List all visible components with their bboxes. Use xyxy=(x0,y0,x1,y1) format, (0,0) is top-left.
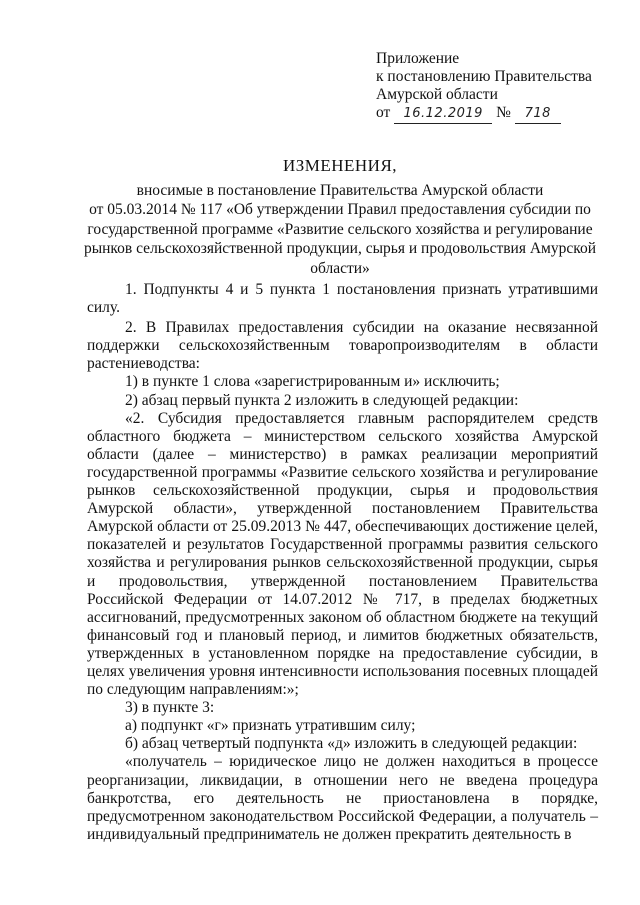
paragraph-9: «получатель – юридическое лицо не должен находиться в процессе реорганизации, ликвидации, в отношении него не введена процедура банкротства, его деятельность не приостановлена в порядке, предусмотренном законодательством Российской Федерации, а получатель – индивидуальный предприниматель не должен прекратить деятельность в xyxy=(87,753,598,843)
appendix-date-number xyxy=(376,104,626,124)
date-field xyxy=(394,104,492,124)
number-label: № xyxy=(496,104,511,121)
paragraph-2: 2. В Правилах предоставления субсидии на оказание несвязанной поддержки сельскохозяйственным товаропроизводителям в области растениеводства: xyxy=(87,319,598,373)
paragraph-1: 1. Подпункты 4 и 5 пункта 1 постановления признать утратившими силу. xyxy=(87,281,598,317)
paragraph-7: а) подпункт «г» признать утратившим силу; xyxy=(125,717,416,735)
heading-line-4: рынков сельскохозяйственной продукции, сырья и продовольствия Амурской xyxy=(83,240,597,257)
heading-line-3: государственной программе «Развитие сельского хозяйства и регулирование xyxy=(87,220,593,238)
paragraph-6: 3) в пункте 3: xyxy=(125,699,215,717)
paragraph-4: 2) абзац первый пункта 2 изложить в следующей редакции: xyxy=(125,391,519,409)
paragraph-3: 1) в пункте 1 слова «зарегистрированным и» исключить; xyxy=(125,373,500,391)
from-label: от xyxy=(376,104,391,121)
document-body xyxy=(87,281,598,844)
appendix-block xyxy=(376,50,626,124)
appendix-reference: к постановлению Правительства xyxy=(376,68,592,85)
appendix-region: Амурской области xyxy=(376,86,498,103)
heading-title: ИЗМЕНЕНИЯ, xyxy=(282,156,398,175)
heading-line-5: области» xyxy=(310,259,370,277)
heading-line-2: от 05.03.2014 № 117 «Об утверждении Правил предоставления субсидии по xyxy=(89,201,591,218)
paragraph-5: «2. Субсидия предоставляется главным распорядителем средств областного бюджета – министерством сельского хозяйства Амурской области (далее – министерство) в рамках реализации мероприятий государственной программы «Развитие сельского хозяйства и регулирование рынков сельскохозяйственной продукции, сырья и продовольствия Амурской области», утвержденной постановлением Правительства Амурской области от 25.09.2013 № 447, обеспечивающих достижение целей, показателей и результатов Государственной программы развития сельского хозяйства и регулирования рынков сельскохозяйственной продукции, сырья и продовольствия, утвержденной постановлением Правительства Российской Федерации от 14.07.2012 № 717, в пределах бюджетных ассигнований, предусмотренных законом об областном бюджете на текущий финансовый год и плановый период, и лимитов бюджетных обязательств, утвержденных в установленном порядке на предоставление субсидии, в целях увеличения уровня интенсивности использования посевных площадей по следующим направлениям:»; xyxy=(87,409,598,699)
heading-line-1: вносимые в постановление Правительства Амурской области xyxy=(136,181,544,199)
document-heading xyxy=(80,156,600,278)
handwritten-number: 718 xyxy=(524,106,551,121)
paragraph-8: б) абзац четвертый подпункта «д» изложить в следующей редакции: xyxy=(125,735,578,753)
handwritten-date: 16.12.2019 xyxy=(403,106,483,121)
number-field xyxy=(515,104,561,124)
appendix-title: Приложение xyxy=(376,50,460,67)
